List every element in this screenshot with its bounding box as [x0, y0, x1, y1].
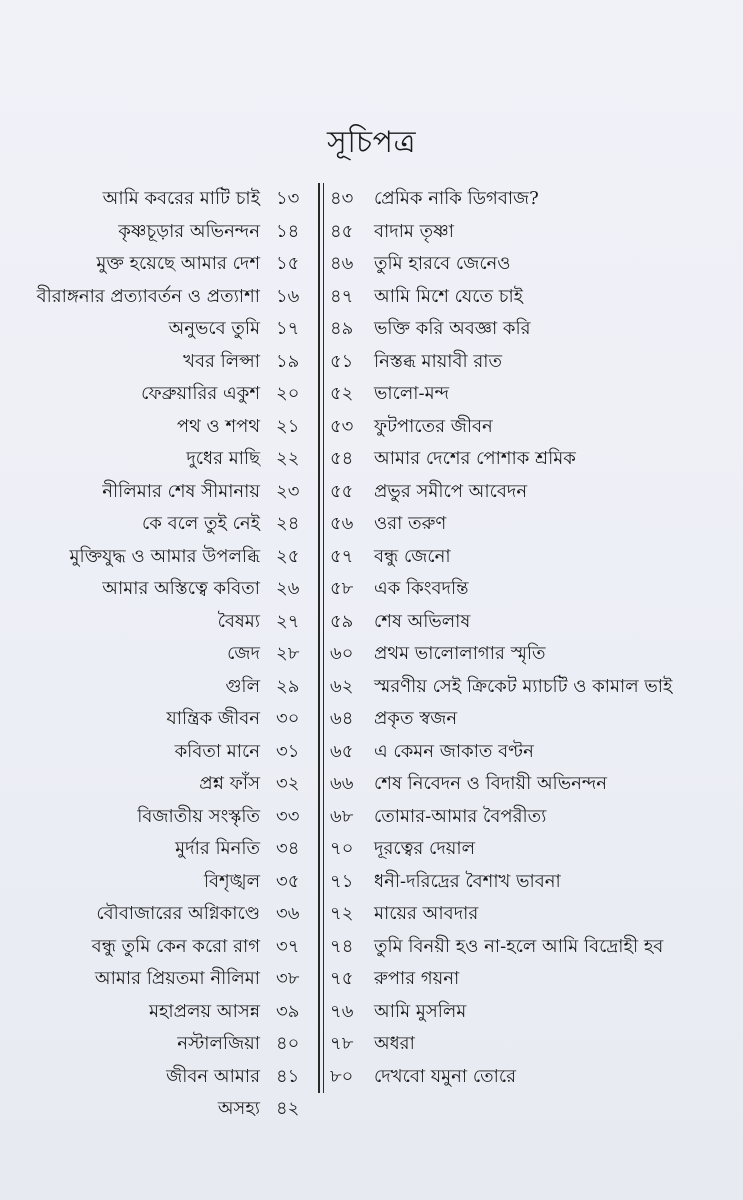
toc-entry-page-number: ১৭: [276, 318, 300, 339]
toc-entry: [326, 216, 743, 249]
toc-entry-title: বন্ধু জেনো: [374, 545, 451, 567]
toc-entry-page-number: ৩০: [276, 708, 300, 729]
toc-entry-page-number: ১৪: [276, 220, 300, 242]
toc-entry-page-number: ৬৬: [330, 773, 354, 794]
toc-entry: [0, 801, 312, 834]
toc-entry: [326, 703, 743, 736]
toc-entry-page-number: ২১: [276, 415, 300, 437]
toc-entry-page-number: ৪৭: [330, 285, 354, 307]
toc-entry-page-number: ৫৪: [330, 448, 354, 469]
toc-entry: [0, 541, 312, 574]
toc-entry-title: আমি মিশে যেতে চাই: [374, 285, 524, 307]
toc-entry-page-number: ৬৮: [330, 805, 354, 827]
toc-entry: [326, 833, 743, 866]
table-of-contents: [0, 183, 743, 1119]
page-title: সূচিপত্র: [327, 125, 416, 160]
toc-entry-page-number: ৩৪: [276, 838, 300, 859]
toc-entry: [326, 898, 743, 931]
toc-entry-page-number: ৩২: [276, 773, 300, 794]
toc-entry: [326, 573, 743, 606]
toc-entry-title: অনুভবে তুমি: [168, 318, 260, 339]
toc-entry-page-number: ৫৮: [330, 578, 354, 599]
toc-entry-title: প্রথম ভালোলাগার স্মৃতি: [374, 643, 546, 664]
toc-entry-title: প্রেমিক নাকি ডিগবাজ?: [374, 188, 539, 209]
toc-entry: [0, 346, 312, 379]
toc-entry: [0, 411, 312, 444]
toc-entry: [326, 606, 743, 639]
toc-entry-title: মুক্তিযুদ্ধ ও আমার উপলব্ধি: [69, 545, 260, 567]
toc-entry-title: শেষ নিবেদন ও বিদায়ী অভিনন্দন: [374, 773, 608, 794]
toc-entry-title: ভক্তি করি অবজ্ঞা করি: [374, 318, 531, 339]
toc-entry-title: কে বলে তুই নেই: [141, 513, 260, 534]
toc-entry-title: খবর লিপ্সা: [183, 350, 260, 372]
toc-entry: [0, 216, 312, 249]
toc-entry: [326, 248, 743, 281]
toc-entry-title: ফেব্রুয়ারির একুশ: [141, 383, 260, 404]
toc-entry: [0, 931, 312, 964]
toc-entry-page-number: ২৫: [276, 545, 300, 567]
toc-entry-title: বাদাম তৃষ্ণা: [374, 220, 454, 242]
toc-entry: [0, 573, 312, 606]
toc-entry: [326, 411, 743, 444]
toc-entry-page-number: ২৬: [276, 578, 300, 599]
toc-entry: [0, 476, 312, 509]
toc-entry-page-number: ১৬: [276, 285, 300, 307]
toc-entry-title: কৃষ্ণচূড়ার অভিনন্দন: [118, 220, 260, 242]
toc-entry-page-number: ২৮: [276, 643, 300, 664]
toc-entry-title: যান্ত্রিক জীবন: [166, 708, 260, 729]
toc-entry: [326, 768, 743, 801]
toc-entry-title: আমি মুসলিম: [374, 1000, 467, 1022]
toc-entry-page-number: ৭২: [330, 903, 354, 924]
toc-entry-title: আমার অস্তিত্বে কবিতা: [102, 578, 260, 599]
toc-entry-page-number: ২৯: [276, 675, 300, 697]
toc-entry: [326, 801, 743, 834]
toc-entry: [326, 963, 743, 996]
toc-entry-title: বৌবাজারের অগ্নিকাণ্ডে: [96, 903, 260, 924]
toc-entry-title: বীরাঙ্গনার প্রত্যাবর্তন ও প্রত্যাশা: [36, 285, 260, 307]
toc-entry-title: দেখবো যমুনা তোরে: [374, 1065, 516, 1087]
toc-entry: [326, 736, 743, 769]
toc-entry-title: ভালো-মন্দ: [374, 383, 450, 404]
toc-entry-page-number: ৬০: [330, 643, 354, 664]
toc-entry-page-number: ৭৪: [330, 935, 354, 957]
toc-entry-page-number: ৬৫: [330, 740, 354, 762]
toc-entry-title: বিশৃঙ্খল: [203, 870, 260, 892]
toc-entry-page-number: ৫১: [330, 350, 354, 372]
column-divider-line-thin: [323, 183, 324, 1093]
toc-entry-page-number: ৩১: [276, 740, 300, 762]
toc-entry: [0, 638, 312, 671]
toc-entry: [326, 1028, 743, 1061]
toc-entry-page-number: ৪৯: [330, 318, 354, 339]
toc-right-column: [326, 183, 743, 1093]
toc-entry-title: তুমি বিনয়ী হও না-হলে আমি বিদ্রোহী হব: [374, 935, 664, 957]
toc-entry-title: মুর্দার মিনতি: [175, 838, 260, 859]
toc-entry: [0, 736, 312, 769]
toc-entry-title: দূরত্বের দেয়াল: [374, 838, 476, 859]
toc-entry-page-number: ১৯: [276, 350, 300, 372]
toc-entry-title: ফুটপাতের জীবন: [374, 415, 493, 437]
toc-entry-title: দুধের মাছি: [186, 448, 260, 469]
toc-entry-page-number: ৮০: [330, 1065, 354, 1087]
toc-entry: [326, 183, 743, 216]
toc-entry: [0, 1093, 312, 1126]
toc-entry-title: আমি কবরের মাটি চাই: [102, 188, 260, 209]
toc-entry-title: এ কেমন জাকাত বণ্টন: [374, 740, 534, 762]
toc-entry: [0, 963, 312, 996]
toc-entry-page-number: ৪০: [276, 1033, 300, 1054]
toc-entry-page-number: ৪৬: [330, 253, 354, 274]
toc-entry-page-number: ৬২: [330, 675, 354, 697]
toc-entry-page-number: ৫৫: [330, 480, 354, 502]
toc-entry: [0, 183, 312, 216]
toc-entry-title: আমার প্রিয়তমা নীলিমা: [94, 968, 260, 989]
toc-entry-title: রুপার গয়না: [374, 968, 460, 989]
toc-entry-page-number: ৫৬: [330, 513, 354, 534]
toc-entry-page-number: ১৫: [276, 253, 300, 274]
toc-entry: [326, 313, 743, 346]
toc-entry-title: প্রশ্ন ফাঁস: [199, 773, 260, 794]
toc-entry-page-number: ৩৬: [276, 903, 300, 924]
toc-entry: [326, 1061, 743, 1094]
toc-entry: [0, 1028, 312, 1061]
toc-entry-title: আমার দেশের পোশাক শ্রমিক: [374, 448, 576, 469]
toc-entry: [0, 671, 312, 704]
toc-entry-page-number: ৭৬: [330, 1000, 354, 1022]
toc-entry-page-number: ২২: [276, 448, 300, 469]
toc-entry: [0, 313, 312, 346]
toc-entry-title: গুলি: [225, 675, 260, 697]
toc-entry: [0, 996, 312, 1029]
toc-entry: [326, 443, 743, 476]
toc-entry-page-number: ২৭: [276, 610, 300, 632]
toc-entry: [326, 476, 743, 509]
toc-entry-title: অধরা: [374, 1033, 415, 1054]
toc-entry: [326, 931, 743, 964]
toc-entry-title: প্রভুর সমীপে আবেদন: [374, 480, 528, 502]
toc-entry-title: নস্টালজিয়া: [177, 1033, 260, 1054]
toc-entry-title: জেদ: [227, 643, 260, 664]
toc-entry-title: তোমার-আমার বৈপরীত্য: [374, 805, 547, 827]
toc-entry-page-number: ৫৯: [330, 610, 354, 632]
toc-entry-page-number: ৪২: [276, 1098, 300, 1119]
toc-entry-title: নীলিমার শেষ সীমানায়: [102, 480, 260, 502]
toc-entry-title: নিস্তব্ধ মায়াবী রাত: [374, 350, 503, 372]
toc-entry: [326, 671, 743, 704]
toc-entry-title: বন্ধু তুমি কেন করো রাগ: [91, 935, 260, 957]
toc-entry-page-number: ১৩: [276, 188, 300, 209]
toc-entry-title: ধনী-দরিদ্রের বৈশাখ ভাবনা: [374, 870, 561, 892]
toc-entry-page-number: ৩৭: [276, 935, 300, 957]
toc-entry: [326, 508, 743, 541]
toc-left-column: [0, 183, 312, 1126]
toc-entry-title: স্মরণীয় সেই ক্রিকেট ম্যাচটি ও কামাল ভাই: [374, 675, 673, 697]
toc-entry-page-number: ৩৩: [276, 805, 300, 827]
toc-entry-title: প্রকৃত স্বজন: [374, 708, 458, 729]
toc-entry: [326, 378, 743, 411]
toc-entry: [0, 443, 312, 476]
toc-entry: [0, 508, 312, 541]
toc-entry-page-number: ২০: [276, 383, 300, 404]
toc-entry: [326, 281, 743, 314]
toc-entry-page-number: ৪৩: [330, 188, 354, 209]
toc-entry-title: অসহ্য: [217, 1098, 260, 1119]
toc-entry: [0, 866, 312, 899]
toc-entry-title: শেষ অভিলাষ: [374, 610, 471, 632]
toc-entry: [0, 378, 312, 411]
toc-entry-title: এক কিংবদন্তি: [374, 578, 469, 599]
toc-entry-title: মুক্ত হয়েছে আমার দেশ: [96, 253, 260, 274]
toc-entry-page-number: ৭১: [330, 870, 354, 892]
toc-entry-title: জীবন আমার: [166, 1065, 260, 1087]
toc-entry-page-number: ৭০: [330, 838, 354, 859]
toc-entry-page-number: ৬৪: [330, 708, 354, 729]
toc-entry-title: বিজাতীয় সংস্কৃতি: [137, 805, 260, 827]
toc-entry: [0, 768, 312, 801]
toc-entry: [326, 638, 743, 671]
column-divider-line: [318, 183, 320, 1093]
toc-entry-page-number: ৩৫: [276, 870, 300, 892]
toc-entry-title: পথ ও শপথ: [176, 415, 260, 437]
toc-entry: [326, 346, 743, 379]
toc-entry-page-number: ৩৯: [276, 1000, 300, 1022]
toc-entry-title: তুমি হারবে জেনেও: [374, 253, 511, 274]
toc-entry: [326, 996, 743, 1029]
toc-entry-title: ওরা তরুণ: [374, 513, 447, 534]
toc-entry-page-number: ৫২: [330, 383, 354, 404]
toc-entry: [0, 248, 312, 281]
toc-entry-title: বৈষম্য: [217, 610, 260, 632]
toc-entry-page-number: ৭৮: [330, 1033, 354, 1054]
toc-entry: [0, 281, 312, 314]
toc-entry-page-number: ৭৫: [330, 968, 354, 989]
toc-entry: [326, 541, 743, 574]
toc-entry-title: মহাপ্রলয় আসন্ন: [148, 1000, 260, 1022]
toc-entry: [0, 1061, 312, 1094]
toc-entry-page-number: ৪১: [276, 1065, 300, 1087]
toc-entry-page-number: ৫৭: [330, 545, 354, 567]
toc-entry: [326, 866, 743, 899]
toc-entry-page-number: ৫৩: [330, 415, 354, 437]
toc-entry: [0, 898, 312, 931]
toc-entry-page-number: ২৪: [276, 513, 300, 534]
toc-entry-title: মায়ের আবদার: [374, 903, 479, 924]
toc-entry: [0, 833, 312, 866]
toc-entry: [0, 606, 312, 639]
toc-entry-page-number: ৪৫: [330, 220, 354, 242]
toc-entry-page-number: ৩৮: [276, 968, 300, 989]
toc-entry: [0, 703, 312, 736]
toc-entry-page-number: ২৩: [276, 480, 300, 502]
toc-entry-title: কবিতা মানে: [174, 740, 260, 762]
